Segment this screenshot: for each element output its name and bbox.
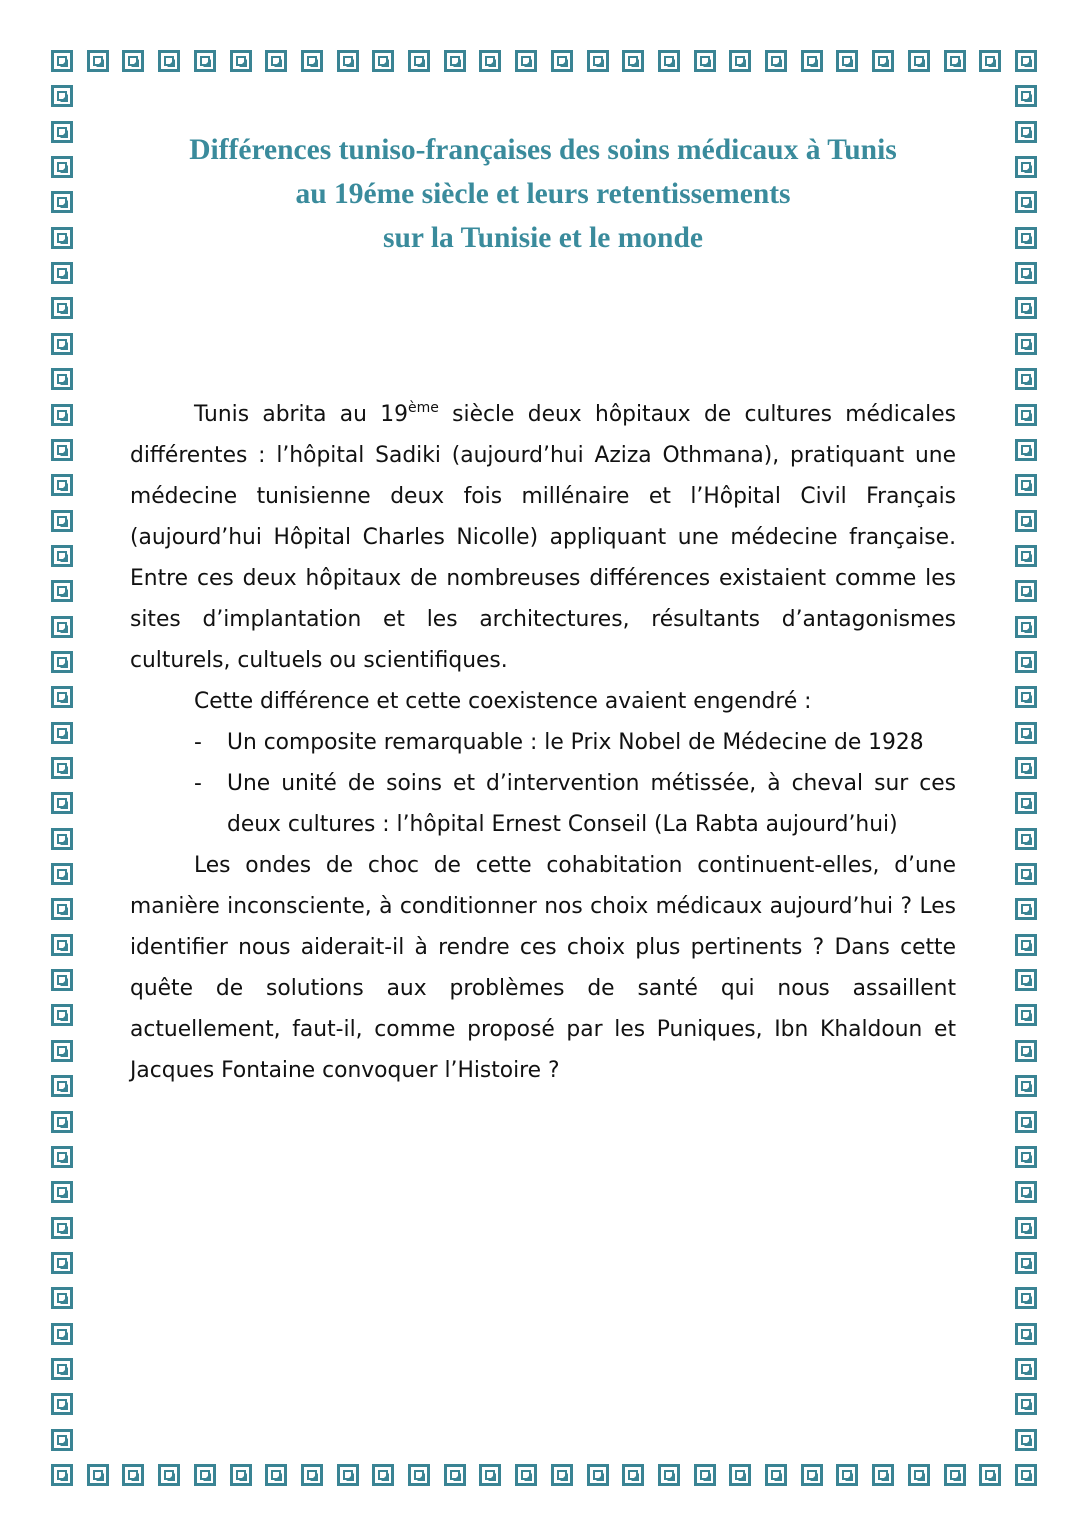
square-arrow-tile-icon (622, 1464, 644, 1486)
square-arrow-tile-icon (908, 1464, 930, 1486)
square-arrow-tile-icon (872, 50, 894, 72)
square-arrow-tile-icon (729, 1464, 751, 1486)
square-arrow-tile-icon (51, 1111, 73, 1133)
square-arrow-tile-icon (372, 1464, 394, 1486)
square-arrow-tile-icon (408, 50, 430, 72)
square-arrow-tile-icon (51, 1429, 73, 1451)
square-arrow-tile-icon (158, 50, 180, 72)
square-arrow-tile-icon (1015, 474, 1037, 496)
square-arrow-tile-icon (87, 50, 109, 72)
square-arrow-tile-icon (979, 1464, 1001, 1486)
square-arrow-tile-icon (729, 50, 751, 72)
square-arrow-tile-icon (694, 50, 716, 72)
list-item-text: Une unité de soins et d’intervention métissée, à cheval sur ces deux cultures : l’hôpital Ernest Conseil (La Rabta aujourd’hui) (227, 771, 956, 837)
square-arrow-tile-icon (1015, 1111, 1037, 1133)
square-arrow-tile-icon (51, 1323, 73, 1345)
square-arrow-tile-icon (444, 1464, 466, 1486)
square-arrow-tile-icon (979, 50, 1001, 72)
square-arrow-tile-icon (51, 191, 73, 213)
square-arrow-tile-icon (836, 1464, 858, 1486)
square-arrow-tile-icon (479, 50, 501, 72)
square-arrow-tile-icon (51, 1075, 73, 1097)
document-title (130, 128, 956, 260)
superscript-eme: ème (407, 400, 439, 416)
square-arrow-tile-icon (872, 1464, 894, 1486)
square-arrow-tile-icon (1015, 1393, 1037, 1415)
paragraph-intro-start: Tunis abrita au 19 (194, 402, 408, 427)
square-arrow-tile-icon (908, 50, 930, 72)
square-arrow-tile-icon (1015, 934, 1037, 956)
square-arrow-tile-icon (51, 969, 73, 991)
square-arrow-tile-icon (51, 1252, 73, 1274)
square-arrow-tile-icon (1015, 545, 1037, 567)
square-arrow-tile-icon (551, 1464, 573, 1486)
title-line-3: sur la Tunisie et le monde (383, 222, 703, 254)
square-arrow-tile-icon (51, 545, 73, 567)
list-item (130, 722, 956, 763)
square-arrow-tile-icon (1015, 510, 1037, 532)
square-arrow-tile-icon (1015, 333, 1037, 355)
square-arrow-tile-icon (1015, 651, 1037, 673)
square-arrow-tile-icon (587, 50, 609, 72)
square-arrow-tile-icon (1015, 1075, 1037, 1097)
square-arrow-tile-icon (658, 50, 680, 72)
square-arrow-tile-icon (51, 898, 73, 920)
square-arrow-tile-icon (1015, 1429, 1037, 1451)
paragraph-intro (130, 394, 956, 681)
title-line-1: Différences tuniso-françaises des soins médicaux à Tunis (189, 134, 897, 166)
square-arrow-tile-icon (51, 616, 73, 638)
square-arrow-tile-icon (1015, 686, 1037, 708)
square-arrow-tile-icon (515, 1464, 537, 1486)
square-arrow-tile-icon (194, 50, 216, 72)
square-arrow-tile-icon (1015, 1181, 1037, 1203)
square-arrow-tile-icon (1015, 722, 1037, 744)
square-arrow-tile-icon (51, 50, 73, 72)
square-arrow-tile-icon (51, 934, 73, 956)
square-arrow-tile-icon (622, 50, 644, 72)
square-arrow-tile-icon (1015, 580, 1037, 602)
square-arrow-tile-icon (765, 50, 787, 72)
square-arrow-tile-icon (1015, 50, 1037, 72)
square-arrow-tile-icon (1015, 1146, 1037, 1168)
square-arrow-tile-icon (51, 156, 73, 178)
square-arrow-tile-icon (1015, 1252, 1037, 1274)
consequences-list (130, 722, 956, 845)
square-arrow-tile-icon (230, 1464, 252, 1486)
square-arrow-tile-icon (1015, 863, 1037, 885)
square-arrow-tile-icon (1015, 227, 1037, 249)
square-arrow-tile-icon (1015, 156, 1037, 178)
list-item-text: Un composite remarquable : le Prix Nobel de Médecine de 1928 (227, 730, 924, 755)
square-arrow-tile-icon (51, 297, 73, 319)
square-arrow-tile-icon (515, 50, 537, 72)
square-arrow-tile-icon (694, 1464, 716, 1486)
square-arrow-tile-icon (87, 1464, 109, 1486)
square-arrow-tile-icon (51, 1358, 73, 1380)
square-arrow-tile-icon (1015, 1323, 1037, 1345)
square-arrow-tile-icon (51, 404, 73, 426)
square-arrow-tile-icon (51, 580, 73, 602)
square-arrow-tile-icon (51, 1393, 73, 1415)
square-arrow-tile-icon (479, 1464, 501, 1486)
square-arrow-tile-icon (1015, 404, 1037, 426)
square-arrow-tile-icon (51, 85, 73, 107)
square-arrow-tile-icon (51, 474, 73, 496)
square-arrow-tile-icon (1015, 191, 1037, 213)
square-arrow-tile-icon (51, 1146, 73, 1168)
square-arrow-tile-icon (1015, 1217, 1037, 1239)
square-arrow-tile-icon (944, 50, 966, 72)
square-arrow-tile-icon (1015, 1464, 1037, 1486)
list-dash: - (194, 771, 202, 796)
square-arrow-tile-icon (51, 757, 73, 779)
square-arrow-tile-icon (1015, 898, 1037, 920)
square-arrow-tile-icon (658, 1464, 680, 1486)
square-arrow-tile-icon (1015, 757, 1037, 779)
square-arrow-tile-icon (265, 50, 287, 72)
square-arrow-tile-icon (1015, 85, 1037, 107)
square-arrow-tile-icon (51, 828, 73, 850)
paragraph-intro-rest: siècle deux hôpitaux de cultures médicales différentes : l’hôpital Sadiki (aujourd’hui Aziza Othmana), pratiquant une médecine tunisienne deux fois millénaire et l’Hôpital Civil Français (aujourd’hui Hôpital Charles Nicolle) appliquant une médecine française. Entre ces deux hôpitaux de nombreuses différences existaient comme les sites d’implantation et les architectures, résultants d’antagonismes culturels, cultuels ou scientifiques. (130, 402, 956, 673)
square-arrow-tile-icon (372, 50, 394, 72)
square-arrow-tile-icon (51, 792, 73, 814)
square-arrow-tile-icon (551, 50, 573, 72)
square-arrow-tile-icon (51, 1181, 73, 1203)
square-arrow-tile-icon (801, 50, 823, 72)
paragraph-consequences: Cette différence et cette coexistence avaient engendré : (194, 689, 812, 714)
square-arrow-tile-icon (51, 368, 73, 390)
square-arrow-tile-icon (51, 722, 73, 744)
square-arrow-tile-icon (51, 651, 73, 673)
square-arrow-tile-icon (444, 50, 466, 72)
square-arrow-tile-icon (51, 121, 73, 143)
square-arrow-tile-icon (51, 262, 73, 284)
square-arrow-tile-icon (230, 50, 252, 72)
square-arrow-tile-icon (1015, 121, 1037, 143)
square-arrow-tile-icon (1015, 616, 1037, 638)
square-arrow-tile-icon (51, 686, 73, 708)
square-arrow-tile-icon (301, 1464, 323, 1486)
document-body (130, 394, 956, 1091)
square-arrow-tile-icon (801, 1464, 823, 1486)
square-arrow-tile-icon (51, 1004, 73, 1026)
square-arrow-tile-icon (51, 1217, 73, 1239)
square-arrow-tile-icon (1015, 262, 1037, 284)
square-arrow-tile-icon (51, 863, 73, 885)
square-arrow-tile-icon (1015, 1287, 1037, 1309)
square-arrow-tile-icon (51, 1287, 73, 1309)
title-line-2: au 19éme siècle et leurs retentissements (295, 178, 791, 210)
square-arrow-tile-icon (337, 50, 359, 72)
list-dash: - (194, 730, 202, 755)
square-arrow-tile-icon (265, 1464, 287, 1486)
square-arrow-tile-icon (301, 50, 323, 72)
square-arrow-tile-icon (1015, 368, 1037, 390)
square-arrow-tile-icon (51, 227, 73, 249)
square-arrow-tile-icon (1015, 1040, 1037, 1062)
square-arrow-tile-icon (1015, 1004, 1037, 1026)
square-arrow-tile-icon (1015, 439, 1037, 461)
square-arrow-tile-icon (158, 1464, 180, 1486)
square-arrow-tile-icon (1015, 297, 1037, 319)
square-arrow-tile-icon (194, 1464, 216, 1486)
square-arrow-tile-icon (337, 1464, 359, 1486)
square-arrow-tile-icon (51, 1040, 73, 1062)
square-arrow-tile-icon (51, 439, 73, 461)
square-arrow-tile-icon (1015, 792, 1037, 814)
square-arrow-tile-icon (122, 50, 144, 72)
square-arrow-tile-icon (944, 1464, 966, 1486)
square-arrow-tile-icon (587, 1464, 609, 1486)
square-arrow-tile-icon (408, 1464, 430, 1486)
square-arrow-tile-icon (765, 1464, 787, 1486)
square-arrow-tile-icon (1015, 1358, 1037, 1380)
square-arrow-tile-icon (122, 1464, 144, 1486)
square-arrow-tile-icon (51, 510, 73, 532)
square-arrow-tile-icon (1015, 969, 1037, 991)
list-item (130, 763, 956, 845)
paragraph-questions: Les ondes de choc de cette cohabitation continuent-elles, d’une manière inconsciente, à conditionner nos choix médicaux aujourd’hui ? Les identifier nous aiderait-il à rendre ces choix plus pertinents ? Dans cette quête de solutions aux problèmes de santé qui nous assaillent actuellement, faut-il, comme proposé par les Puniques, Ibn Khaldoun et Jacques Fontaine convoquer l’Histoire ? (130, 853, 956, 1083)
square-arrow-tile-icon (51, 333, 73, 355)
square-arrow-tile-icon (1015, 828, 1037, 850)
square-arrow-tile-icon (836, 50, 858, 72)
square-arrow-tile-icon (51, 1464, 73, 1486)
